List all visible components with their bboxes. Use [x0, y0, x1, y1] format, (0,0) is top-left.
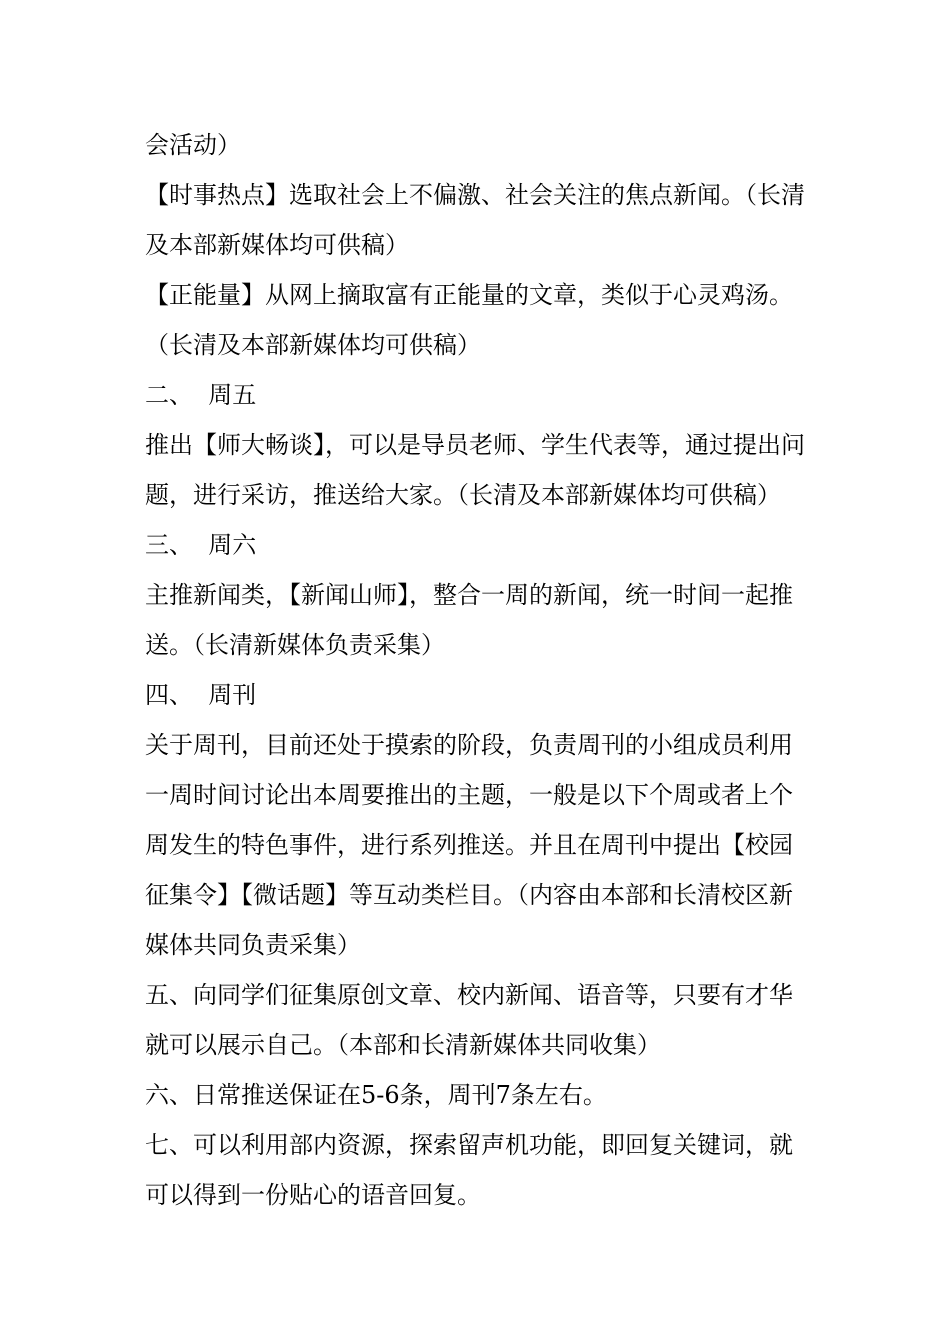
paragraph-positive-energy: 【正能量】从网上摘取富有正能量的文章，类似于心灵鸡汤。（长清及本部新媒体均可供稿） [145, 281, 793, 359]
paragraph-continuation: 会活动） [145, 131, 241, 159]
paragraph-current-affairs: 【时事热点】选取社会上不偏激、社会关注的焦点新闻。（长清及本部新媒体均可供稿） [145, 181, 805, 259]
paragraph-friday: 推出【师大畅谈】，可以是导员老师、学生代表等，通过提出问题，进行采访，推送给大家。（长清及本部新媒体均可供稿） [145, 431, 805, 509]
document-body [145, 120, 815, 1220]
section-heading-weekly: 四、 周刊 [145, 681, 257, 709]
section-heading-saturday: 三、 周六 [145, 531, 257, 559]
paragraph-item-six: 六、日常推送保证在5-6条，周刊7条左右。 [145, 1081, 607, 1109]
paragraph-saturday: 主推新闻类，【新闻山师】，整合一周的新闻，统一时间一起推送。（长清新媒体负责采集） [145, 581, 793, 659]
section-heading-friday: 二、 周五 [145, 381, 257, 409]
paragraph-item-seven: 七、可以利用部内资源，探索留声机功能，即回复关键词，就可以得到一份贴心的语音回复。 [145, 1131, 793, 1209]
paragraph-item-five: 五、向同学们征集原创文章、校内新闻、语音等，只要有才华就可以展示自己。（本部和长清新媒体共同收集） [145, 981, 793, 1059]
paragraph-weekly: 关于周刊，目前还处于摸索的阶段，负责周刊的小组成员利用一周时间讨论出本周要推出的主题，一般是以下个周或者上个周发生的特色事件，进行系列推送。并且在周刊中提出【校园征集令】【微话题】等互动类栏目。（内容由本部和长清校区新媒体共同负责采集） [145, 731, 793, 959]
